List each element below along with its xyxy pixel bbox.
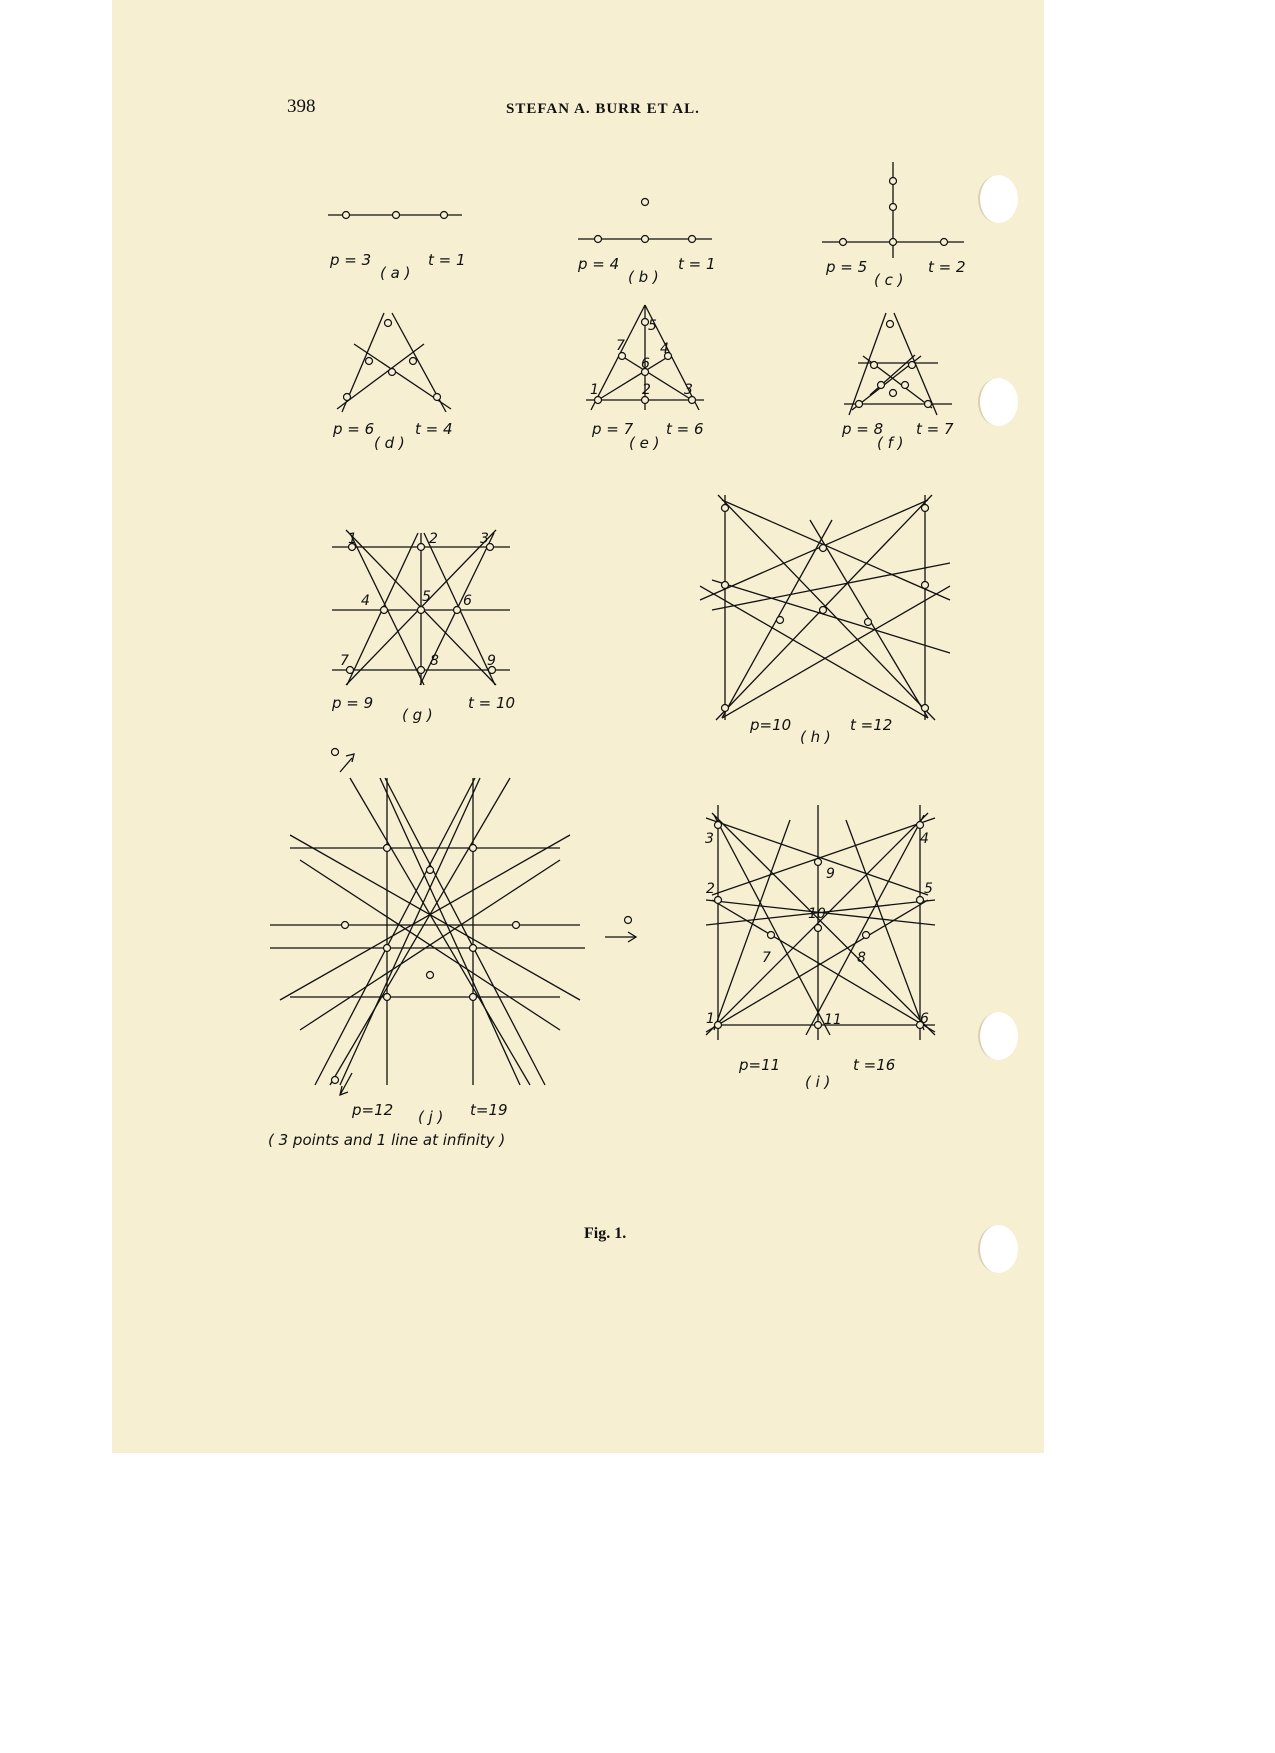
panel-c [822, 162, 966, 289]
label-t: t = 7 [916, 420, 954, 438]
svg-text:1: 1 [706, 1011, 715, 1027]
svg-text:2: 2 [429, 531, 438, 547]
label-p: p = 8 [842, 420, 884, 438]
svg-text:6: 6 [463, 593, 472, 609]
panel-tag: ( f ) [877, 434, 904, 452]
svg-text:7: 7 [340, 653, 349, 669]
panel-d [332, 313, 453, 452]
panel-e [586, 305, 704, 452]
label-t: t = 10 [468, 694, 516, 712]
svg-text:8: 8 [857, 950, 866, 966]
label-t: t =12 [850, 716, 893, 734]
label-t: t =16 [853, 1056, 896, 1074]
panel-tag: ( d ) [374, 434, 405, 452]
running-head: STEFAN A. BURR ET AL. [506, 101, 700, 117]
panel-tag: ( b ) [628, 268, 659, 286]
panel-g [331, 530, 515, 724]
panel-a [328, 212, 466, 283]
label-t: t=19 [470, 1101, 508, 1119]
label-p: p = 4 [578, 255, 620, 273]
label-p: p = 6 [333, 420, 375, 438]
label-p: p = 3 [330, 251, 372, 269]
label-p: p = 9 [332, 694, 374, 712]
panel-tag: ( i ) [805, 1073, 831, 1091]
page-number: 398 [287, 96, 316, 117]
svg-text:8: 8 [430, 653, 439, 669]
svg-text:5: 5 [648, 318, 657, 334]
panel-b [577, 199, 716, 287]
panel-tag: ( e ) [629, 434, 660, 452]
label-t: t = 4 [415, 420, 453, 438]
label-p: p=10 [750, 716, 792, 734]
panel-j [268, 749, 636, 1150]
label-p: p=12 [352, 1101, 394, 1119]
svg-text:4: 4 [361, 593, 370, 609]
label-t: t = 6 [666, 420, 704, 438]
label-t: t = 1 [428, 251, 466, 269]
label-p: p=11 [739, 1056, 781, 1074]
svg-text:7: 7 [762, 950, 771, 966]
svg-text:7: 7 [616, 338, 625, 354]
panel-tag: ( c ) [874, 271, 904, 289]
svg-text:5: 5 [422, 589, 431, 605]
svg-text:2: 2 [642, 382, 651, 398]
panel-tag: ( j ) [418, 1108, 444, 1126]
svg-text:6: 6 [641, 356, 650, 372]
svg-text:11: 11 [824, 1012, 842, 1028]
svg-text:9: 9 [487, 653, 496, 669]
svg-text:4: 4 [920, 831, 929, 847]
svg-text:1: 1 [590, 382, 599, 398]
panel-h [700, 495, 950, 746]
label-t: t = 1 [678, 255, 716, 273]
svg-text:10: 10 [808, 906, 826, 922]
panel-tag: ( g ) [402, 706, 433, 724]
panel-f [841, 313, 954, 452]
svg-text:3: 3 [684, 382, 693, 398]
svg-text:3: 3 [705, 831, 714, 847]
svg-text:2: 2 [706, 881, 715, 897]
svg-text:6: 6 [920, 1011, 929, 1027]
infinity-note: ( 3 points and 1 line at infinity ) [268, 1131, 506, 1149]
svg-text:9: 9 [826, 866, 835, 882]
label-p: p = 7 [592, 420, 634, 438]
figure-caption: Fig. 1. [584, 1225, 627, 1242]
svg-text:3: 3 [480, 531, 489, 547]
label-t: t = 2 [928, 258, 966, 276]
svg-text:5: 5 [924, 881, 933, 897]
panel-i [705, 805, 935, 1091]
svg-text:4: 4 [660, 341, 669, 357]
svg-text:1: 1 [348, 531, 357, 547]
label-p: p = 5 [826, 258, 868, 276]
panel-tag: ( h ) [800, 728, 831, 746]
panel-tag: ( a ) [380, 264, 411, 282]
